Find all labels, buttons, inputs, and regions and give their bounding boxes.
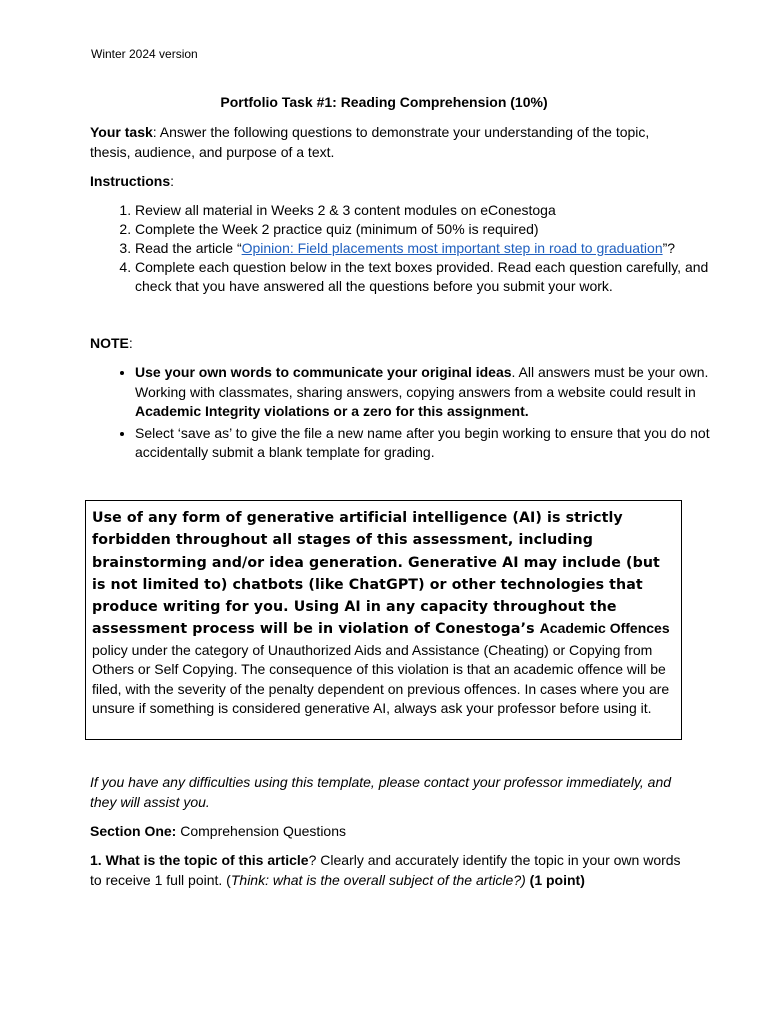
section-one-text: Comprehension Questions — [176, 823, 347, 839]
task-label: Your task — [90, 124, 153, 140]
academic-offences-label: Academic Offences — [539, 620, 670, 637]
instructions-label: Instructions — [90, 173, 171, 189]
question-1 — [90, 851, 690, 890]
section-one-heading — [90, 822, 690, 842]
ai-policy-bold: Use of any form of generative artificial intelligence (AI) is strictly forbidden throughout all stages of this assessment, including brainstorming and/or idea generation. Generative AI may include (but is not limited to) chatbots (like ChatGPT) or other technologies that produce writing for you. Using AI in any capacity throughout the assessment process will be in violation of Conestoga’s — [92, 510, 660, 638]
list-item-text: Complete the Week 2 practice quiz (minimum of 50% is required) — [135, 221, 539, 237]
question-1-bold: 1. What is the topic of this article — [90, 852, 309, 868]
task-paragraph — [90, 123, 690, 162]
question-1-text: ? Clearly and accurately identify the topic in your own words to receive 1 full point. ( — [90, 852, 681, 888]
page-title: Portfolio Task #1: Reading Comprehension (10%) — [220, 94, 548, 110]
list-item — [135, 258, 725, 296]
ai-policy-text: policy under the category of Unauthorized Aids and Assistance (Cheating) or Copying from Others or Self Copying. The consequence of this violation is that an academic offence will be filed, with the severity of the penalty dependent on previous offences. In cases where you are unsure if something is considered generative AI, always ask your professor before using it. — [92, 641, 670, 717]
instructions-colon: : — [170, 173, 175, 189]
note-heading — [90, 334, 690, 354]
article-link[interactable]: Opinion: Field placements most important step in road to graduation — [241, 240, 663, 256]
instructions-list — [90, 201, 725, 296]
note-bold-text: Use your own words to communicate your original ideas — [135, 364, 512, 380]
list-item — [135, 363, 725, 422]
help-text: If you have any difficulties using this template, please contact your professor immediately, and they will assist you. — [90, 774, 672, 810]
note-bold-text-2: Academic Integrity violations or a zero for this assignment. — [135, 403, 529, 419]
note-colon: : — [128, 335, 133, 351]
note-label: NOTE — [90, 335, 129, 351]
list-item — [135, 239, 725, 258]
note-list — [90, 363, 725, 465]
ai-policy-box — [85, 500, 682, 740]
list-item-text: Review all material in Weeks 2 & 3 content modules on eConestoga — [135, 202, 556, 218]
note-text: . All answers must be your own. Working with classmates, sharing answers, copying answers from a website could result in — [135, 364, 709, 400]
question-1-points: (1 point) — [525, 871, 585, 888]
task-text: : Answer the following questions to demonstrate your understanding of the topic, thesis, audience, and purpose of a text. — [90, 124, 650, 160]
question-1-italic: Think: what is the overall subject of the article?) — [230, 871, 526, 888]
list-item — [135, 201, 725, 220]
list-item — [135, 220, 725, 239]
section-one-label: Section One: — [90, 823, 177, 839]
list-item-text: Complete each question below in the text boxes provided. Read each question carefully, and check that you have answered all the questions before you submit your work. — [135, 259, 709, 294]
list-item — [135, 424, 725, 463]
instructions-heading — [90, 172, 690, 192]
note-text-2: Select ‘save as’ to give the file a new name after you begin working to ensure that you do not accidentally submit a blank template for grading. — [135, 424, 710, 460]
version-header: Winter 2024 version — [91, 47, 198, 61]
list-item-suffix: ”? — [662, 240, 676, 256]
list-item-text: Read the article “ — [135, 240, 242, 256]
